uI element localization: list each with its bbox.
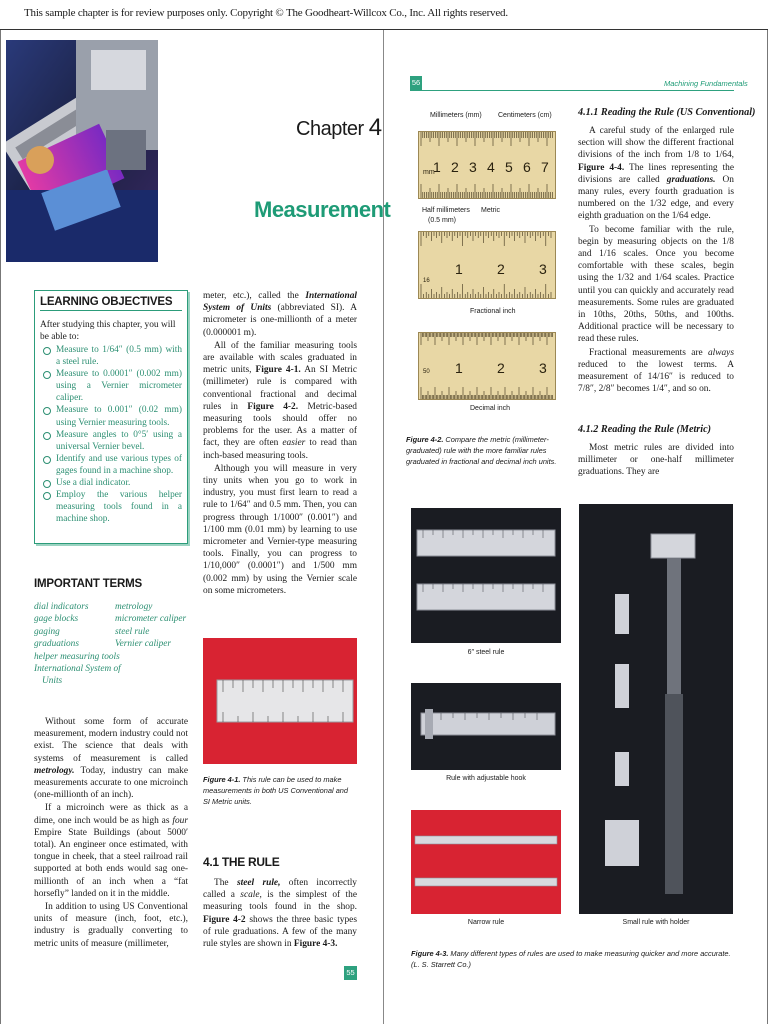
objective-item: Measure angles to 0°5′ using a universal Vernier bevel. bbox=[40, 429, 182, 453]
figure-4-3d-photo bbox=[579, 504, 733, 914]
svg-text:2: 2 bbox=[451, 159, 459, 175]
svg-text:2: 2 bbox=[497, 360, 505, 376]
section-4-1-heading: 4.1 THE RULE bbox=[203, 855, 280, 869]
paragraph: Without some form of accurate measurement, modern industry could not exist. The science that deals with systems of measurement is called metrology. Today, industry can make measurements accurate to one microinch (one-millionth of an inch). bbox=[34, 717, 188, 801]
term: dial indicators bbox=[34, 602, 89, 612]
objective-item: Identify and use various types of gages found in a machine shop. bbox=[40, 453, 182, 477]
svg-text:3: 3 bbox=[539, 261, 547, 277]
left-page-number: 55 bbox=[344, 966, 357, 980]
svg-text:5: 5 bbox=[505, 159, 513, 175]
running-head-rule bbox=[410, 90, 734, 91]
fractional-ruler bbox=[418, 231, 556, 299]
paragraph: meter, etc.), called the International System of Units (abbreviated SI). A micrometer is one-millionth of a meter (0.000001 m). bbox=[203, 291, 357, 338]
svg-text:1: 1 bbox=[433, 159, 441, 175]
right-page-number: 56 bbox=[410, 76, 422, 90]
svg-text:16: 16 bbox=[423, 278, 430, 284]
svg-text:1: 1 bbox=[455, 261, 463, 277]
label-millimeters: Millimeters (mm) bbox=[430, 112, 482, 119]
svg-text:1: 1 bbox=[455, 360, 463, 376]
decimal-ruler bbox=[418, 332, 556, 400]
figure-4-3-caption: Figure 4-3. Many different types of rules are used to make measuring quicker and more accurate. (L. S. Starrett Co.) bbox=[411, 949, 731, 969]
chapter-label: Chapter 4 bbox=[296, 114, 382, 141]
figure-4-3d-label: Small rule with holder bbox=[622, 919, 690, 926]
term: helper measuring tools bbox=[34, 651, 120, 662]
paragraph: To become familiar with the rule, begin by measuring objects on the 1/8 and 1/16 scales. Once you become comfortable with these scales, begin using the 1/32 and 1/64 scales. Practice until you can quickly and accurately read measurements. Some rules are graduated in 10ths, 20ths, 50ths, and 100ths. Additional practice will be necessary to read these rules. bbox=[578, 224, 734, 345]
section-4-1-2-heading: 4.1.2 Reading the Rule (Metric) bbox=[578, 424, 711, 435]
section-4-1-1-heading: 4.1.1 Reading the Rule (US Conventional) bbox=[578, 107, 756, 118]
term: metrology bbox=[115, 602, 153, 612]
paragraph: Although you will measure in very tiny units when you go to work in industry, you must first learn to read a rule to 1/64″ and 0.5 mm. Then, you can progress through 1/1000″ (0.001″) and 1/100 mm (0.01 mm) by learning to use micrometer and Vernier-type measuring tools. Finally, you can progress to 1/10,000″ (0.0001″) and 1/500 mm (0.002 mm) by using the Vernier scale on some micrometers. bbox=[203, 463, 357, 596]
learning-objectives-list bbox=[40, 344, 182, 525]
paragraph: The steel rule, often incorrectly called a scale, is the simplest of the measuring tools found in the shop. Figure 4-2 shows the three basic types of rule graduations. A few of the many rule styles are shown in Figure 4-3. bbox=[203, 878, 357, 950]
label-half-millimeters: Half millimeters bbox=[422, 207, 470, 214]
figure-4-3c-photo bbox=[411, 810, 561, 914]
left-column-body bbox=[34, 716, 188, 951]
figure-4-1-caption: Figure 4-1. This rule can be used to make measurements in both US Conventional and SI Metric units. bbox=[203, 775, 349, 806]
term: steel rule bbox=[115, 626, 150, 637]
label-decimal: Decimal inch bbox=[470, 405, 511, 412]
section-4-1-1-body bbox=[578, 125, 734, 396]
term: gage blocks bbox=[34, 614, 79, 625]
learning-objectives-intro: After studying this chapter, you will be able to: bbox=[40, 320, 176, 342]
middle-column-body bbox=[203, 290, 357, 598]
svg-text:4: 4 bbox=[487, 159, 495, 175]
objective-item: Use a dial indicator. bbox=[40, 477, 182, 489]
label-centimeters: Centimeters (cm) bbox=[498, 112, 552, 119]
metric-ruler bbox=[418, 131, 556, 199]
paragraph: Fractional measurements are always reduced to the lowest terms. A measurement of 14/16″ is reduced to 7/8″, 2/8″ becomes 1/4″, and so on. bbox=[578, 347, 734, 395]
learning-objectives-box bbox=[34, 290, 188, 544]
figure-4-1-photo bbox=[203, 638, 357, 764]
term: graduations bbox=[34, 639, 79, 650]
svg-text:6: 6 bbox=[523, 159, 531, 175]
svg-text:mm: mm bbox=[423, 169, 435, 176]
figure-4-2-caption: Figure 4-2. Compare the metric (millimeter-graduated) rule with the more familiar rules graduated in fractional and decimal inch units. bbox=[406, 435, 557, 466]
svg-text:2: 2 bbox=[497, 261, 505, 277]
label-half-mm-value: (0.5 mm) bbox=[428, 217, 456, 224]
term: gaging bbox=[34, 626, 60, 637]
svg-text:3: 3 bbox=[539, 360, 547, 376]
paragraph: If a microinch were as thick as a dime, one inch would be as high as four Empire State Buildings (about 5000′ total). An engineer once estimated, with tongue in cheek, that a steel railroad rail supported at both ends would sag one-millionth of an inch when a “fat horsefly” landed on it in the middle. bbox=[34, 803, 188, 899]
term: micrometer caliper bbox=[115, 614, 187, 625]
paragraph: A careful study of the enlarged rule section will show the different fractional divisions of the inch from 1/8 to 1/64, Figure 4-4. The lines representing the divisions are called graduations. On many rules, every fourth graduation is numbered on the 1/32 edge, and every eighth graduation on the 1/64 edge. bbox=[578, 126, 734, 222]
chapter-title: Measurement bbox=[254, 197, 391, 222]
term: Units bbox=[42, 676, 63, 687]
objective-item: Measure to 0.0001″ (0.002 mm) using a Vernier micrometer caliper. bbox=[40, 368, 182, 404]
objective-item: Employ the various helper measuring tools found in a machine shop. bbox=[40, 489, 182, 525]
svg-text:3: 3 bbox=[469, 159, 477, 175]
important-terms-col-1 bbox=[34, 601, 121, 688]
term: International System of bbox=[34, 664, 121, 675]
important-terms-col-2 bbox=[115, 601, 186, 651]
figure-4-3a-photo bbox=[411, 508, 561, 643]
section-4-1-body bbox=[203, 877, 357, 951]
term: Vernier caliper bbox=[115, 639, 172, 650]
svg-text:7: 7 bbox=[541, 159, 549, 175]
paragraph: Most metric rules are divided into millimeter or one-half millimeter graduations. They are bbox=[578, 443, 734, 478]
important-terms-title: IMPORTANT TERMS bbox=[34, 578, 142, 590]
copyright-notice: This sample chapter is for review purposes only. Copyright © The Goodheart-Willcox Co., Inc. All rights reserved. bbox=[24, 7, 508, 19]
objective-item: Measure to 0.001″ (0.02 mm) using Vernier measuring tools. bbox=[40, 404, 182, 428]
svg-text:50: 50 bbox=[423, 369, 430, 375]
figure-4-3b-photo bbox=[411, 683, 561, 770]
learning-objectives-title: LEARNING OBJECTIVES bbox=[40, 296, 182, 311]
label-metric: Metric bbox=[481, 207, 501, 214]
figure-4-3a-label: 6″ steel rule bbox=[467, 649, 505, 656]
paragraph: In addition to using US Conventional units of measure (inch, foot, etc.), industry is gradually converting to metric units of measure (millimeter, bbox=[34, 902, 188, 949]
label-fractional: Fractional inch bbox=[470, 308, 516, 315]
running-head: Machining Fundamentals bbox=[664, 79, 748, 88]
objective-item: Measure to 1/64″ (0.5 mm) with a steel rule. bbox=[40, 344, 182, 368]
paragraph: All of the familiar measuring tools are available with scales graduated in metric units, Figure 4-1. An SI Metric (millimeter) rule is compared with conventional fractional and decimal rules in Figure 4-2. Metric-based measuring tools should offer no problems for the user. As a matter of fact, they are often easier to read than inch-based measuring tools. bbox=[203, 340, 357, 461]
chapter-hero-image bbox=[6, 40, 158, 262]
section-4-1-2-body bbox=[578, 442, 734, 480]
figure-4-3b-label: Rule with adjustable hook bbox=[446, 775, 526, 782]
figure-4-3c-label: Narrow rule bbox=[467, 919, 505, 926]
